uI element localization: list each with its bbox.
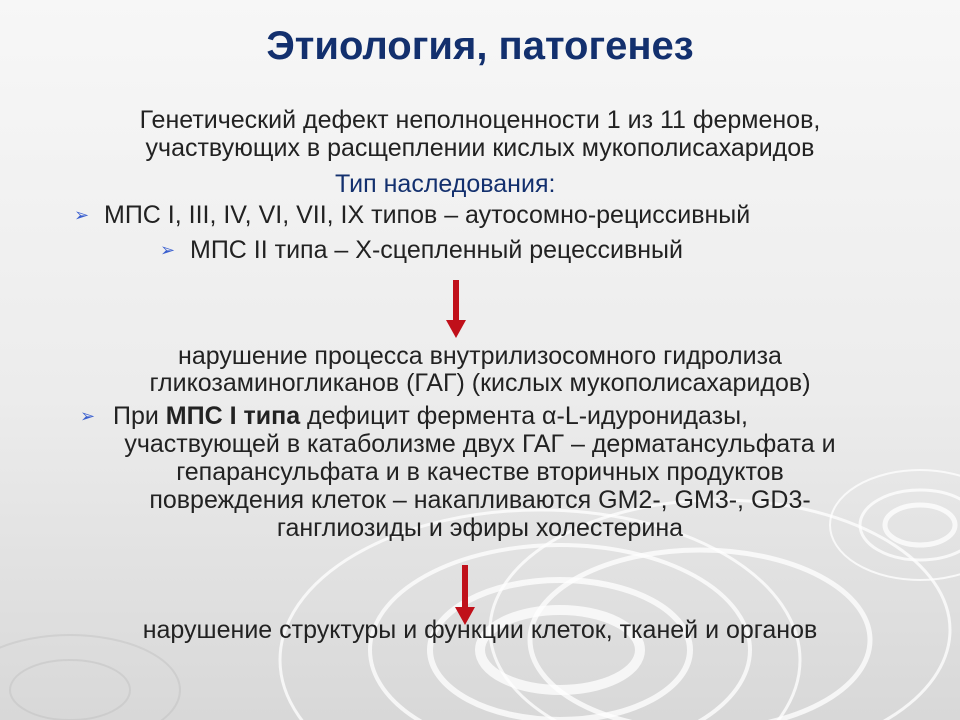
inheritance-item-2: МПС II типа – Х-сцепленный рецессивный (190, 236, 683, 264)
inheritance-item-1: МПС I, III, IV, VI, VII, IX типов – аутосомно-рециссивный (104, 201, 751, 229)
step2-line-1: нарушение процесса внутрилизосомного гидролиза (178, 342, 782, 370)
step2-line-2: гликозаминогликанов (ГАГ) (кислых мукополисахаридов) (149, 369, 811, 397)
page-title: Этиология, патогенез (266, 24, 694, 68)
down-arrow-icon (446, 280, 466, 338)
mps1-suffix: дефицит фермента α-L-идуронидазы, (300, 402, 748, 430)
bullet-arrow-icon: ➢ (80, 406, 96, 426)
mps1-line-5: ганглиозиды и эфиры холестерина (276, 514, 684, 542)
mps1-bold: МПС I типа (165, 402, 301, 430)
mps1-line-2: участвующей в катаболизме двух ГАГ – дерматансульфата и (124, 430, 836, 458)
intro-line-2: участвующих в расщеплении кислых мукополисахаридов (145, 134, 815, 162)
outcome-text: нарушение структуры и функции клеток, тканей и органов (142, 616, 818, 644)
inheritance-heading: Тип наследования: (335, 170, 556, 198)
bullet-arrow-icon: ➢ (74, 205, 90, 225)
mps1-prefix: При (113, 402, 166, 430)
mps1-line-3: гепарансульфата и в качестве вторичных продуктов (176, 458, 784, 486)
mps1-line-4: повреждения клеток – накапливаются GM2-, GM3-, GD3- (149, 486, 811, 514)
intro-line-1: Генетический дефект неполноценности 1 из 11 ферменов, (139, 106, 821, 134)
bullet-arrow-icon: ➢ (160, 240, 176, 260)
mps1-line-1 (113, 402, 748, 431)
